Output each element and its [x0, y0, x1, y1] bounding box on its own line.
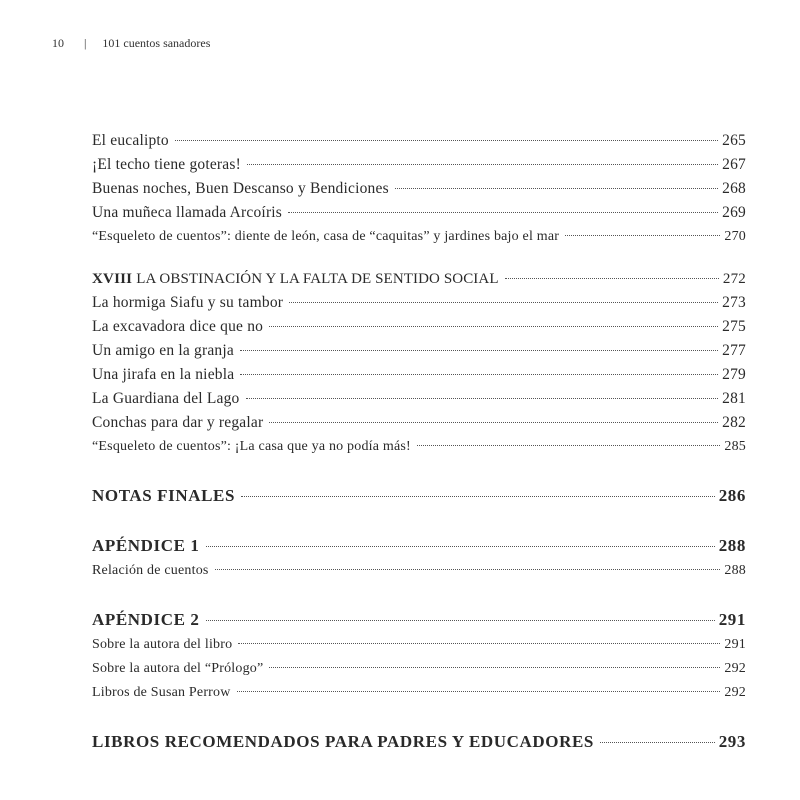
toc-entry: [92, 633, 746, 657]
toc-entry-page: 265: [722, 132, 746, 149]
toc-entry-title: Sobre la autora del libro: [92, 637, 233, 652]
dot-leader: [417, 445, 721, 446]
toc-entry-page: 272: [722, 271, 746, 287]
dot-leader: [269, 326, 718, 327]
toc-entry-title: Libros de Susan Perrow: [92, 685, 231, 700]
toc-entry-page: 292: [724, 685, 746, 700]
toc-entry-title: Buenas noches, Buen Descanso y Bendiciones: [92, 180, 389, 197]
toc-entry-page: 268: [722, 180, 746, 197]
toc-entry: [92, 225, 746, 249]
dot-leader: [241, 496, 715, 497]
toc-entry: [92, 435, 746, 459]
toc-entry: [92, 201, 746, 225]
toc-entry-page: 281: [722, 390, 746, 407]
toc-entry: [92, 681, 746, 705]
toc-entry: [92, 129, 746, 153]
toc-entry-page: 273: [722, 294, 746, 311]
dot-leader: [206, 546, 715, 547]
dot-leader: [288, 212, 718, 213]
toc-entry: [92, 153, 746, 177]
section-roman-numeral: XVIII: [92, 271, 133, 287]
dot-leader: [175, 140, 718, 141]
toc-entry-page: 275: [722, 318, 746, 335]
dot-leader: [247, 164, 718, 165]
toc-entry-page: 285: [724, 439, 746, 454]
toc-entry-page: 267: [722, 156, 746, 173]
toc-entry-page: 270: [724, 229, 746, 244]
toc-entry-title: APÉNDICE 1: [92, 536, 200, 555]
toc-entry-title: NOTAS FINALES: [92, 486, 236, 505]
toc-entry-title: El eucalipto: [92, 132, 169, 149]
toc-entry-title: La excavadora dice que no: [92, 318, 264, 335]
dot-leader: [237, 691, 721, 692]
toc-entry-page: 291: [718, 610, 746, 629]
toc-entry-title: Una muñeca llamada Arcoíris: [92, 204, 283, 221]
toc-entry-page: 292: [724, 661, 746, 676]
toc-entry: [92, 177, 746, 201]
page-number: 10: [52, 36, 64, 50]
toc-entry-title: La hormiga Siafu y su tambor: [92, 294, 284, 311]
toc-entry-title: APÉNDICE 2: [92, 610, 200, 629]
toc-entry: [92, 387, 746, 411]
dot-leader: [215, 569, 721, 570]
dot-leader: [505, 278, 719, 279]
toc-entry: [92, 339, 746, 363]
toc-entry-title: Un amigo en la granja: [92, 342, 234, 359]
toc-entry-title: Relación de cuentos: [92, 563, 209, 578]
header-separator: |: [84, 36, 87, 50]
toc-entry: [92, 559, 746, 583]
dot-leader: [246, 398, 719, 399]
dot-leader: [240, 350, 718, 351]
toc-major-heading: [92, 729, 746, 755]
toc-entry-page: 288: [724, 563, 746, 578]
dot-leader: [240, 374, 718, 375]
toc-entry-page: 291: [724, 637, 746, 652]
toc-entry-title: “Esqueleto de cuentos”: diente de león, casa de “caquitas” y jardines bajo el mar: [92, 229, 560, 244]
dot-leader: [269, 667, 720, 668]
dot-leader: [395, 188, 718, 189]
dot-leader: [206, 620, 715, 621]
toc-section-heading: [92, 267, 746, 291]
toc-major-heading: [92, 533, 746, 559]
toc-entry-title: LIBROS RECOMENDADOS PARA PADRES Y EDUCADORES: [92, 732, 594, 751]
toc-major-heading: [92, 483, 746, 509]
toc-entry-title: “Esqueleto de cuentos”: ¡La casa que ya no podía más!: [92, 439, 411, 454]
toc-entry-page: 288: [718, 536, 746, 555]
section-title: LA OBSTINACIÓN Y LA FALTA DE SENTIDO SOCIAL: [136, 271, 499, 287]
toc-entry-title: Una jirafa en la niebla: [92, 366, 235, 383]
toc-entry-page: 286: [718, 486, 746, 505]
toc-entry-title: ¡El techo tiene goteras!: [92, 156, 241, 173]
dot-leader: [600, 742, 715, 743]
toc-entry-title: Sobre la autora del “Prólogo”: [92, 661, 264, 676]
toc-entry-page: 279: [722, 366, 746, 383]
toc-entry-title: Conchas para dar y regalar: [92, 414, 264, 431]
toc-entry-page: 277: [722, 342, 746, 359]
toc-entry-page: 293: [718, 732, 746, 751]
toc-entry: [92, 411, 746, 435]
toc-entry-title: La Guardiana del Lago: [92, 390, 240, 407]
toc-entry-page: 269: [722, 204, 746, 221]
toc-entry: [92, 315, 746, 339]
toc-entry: [92, 363, 746, 387]
toc-entry: [92, 291, 746, 315]
dot-leader: [269, 422, 718, 423]
dot-leader: [238, 643, 720, 644]
toc-entry: [92, 657, 746, 681]
running-header: [52, 36, 210, 51]
toc-major-heading: [92, 607, 746, 633]
toc-entry-page: 282: [722, 414, 746, 431]
dot-leader: [565, 235, 720, 236]
book-title: 101 cuentos sanadores: [102, 36, 211, 50]
table-of-contents: [92, 129, 746, 755]
dot-leader: [289, 302, 718, 303]
